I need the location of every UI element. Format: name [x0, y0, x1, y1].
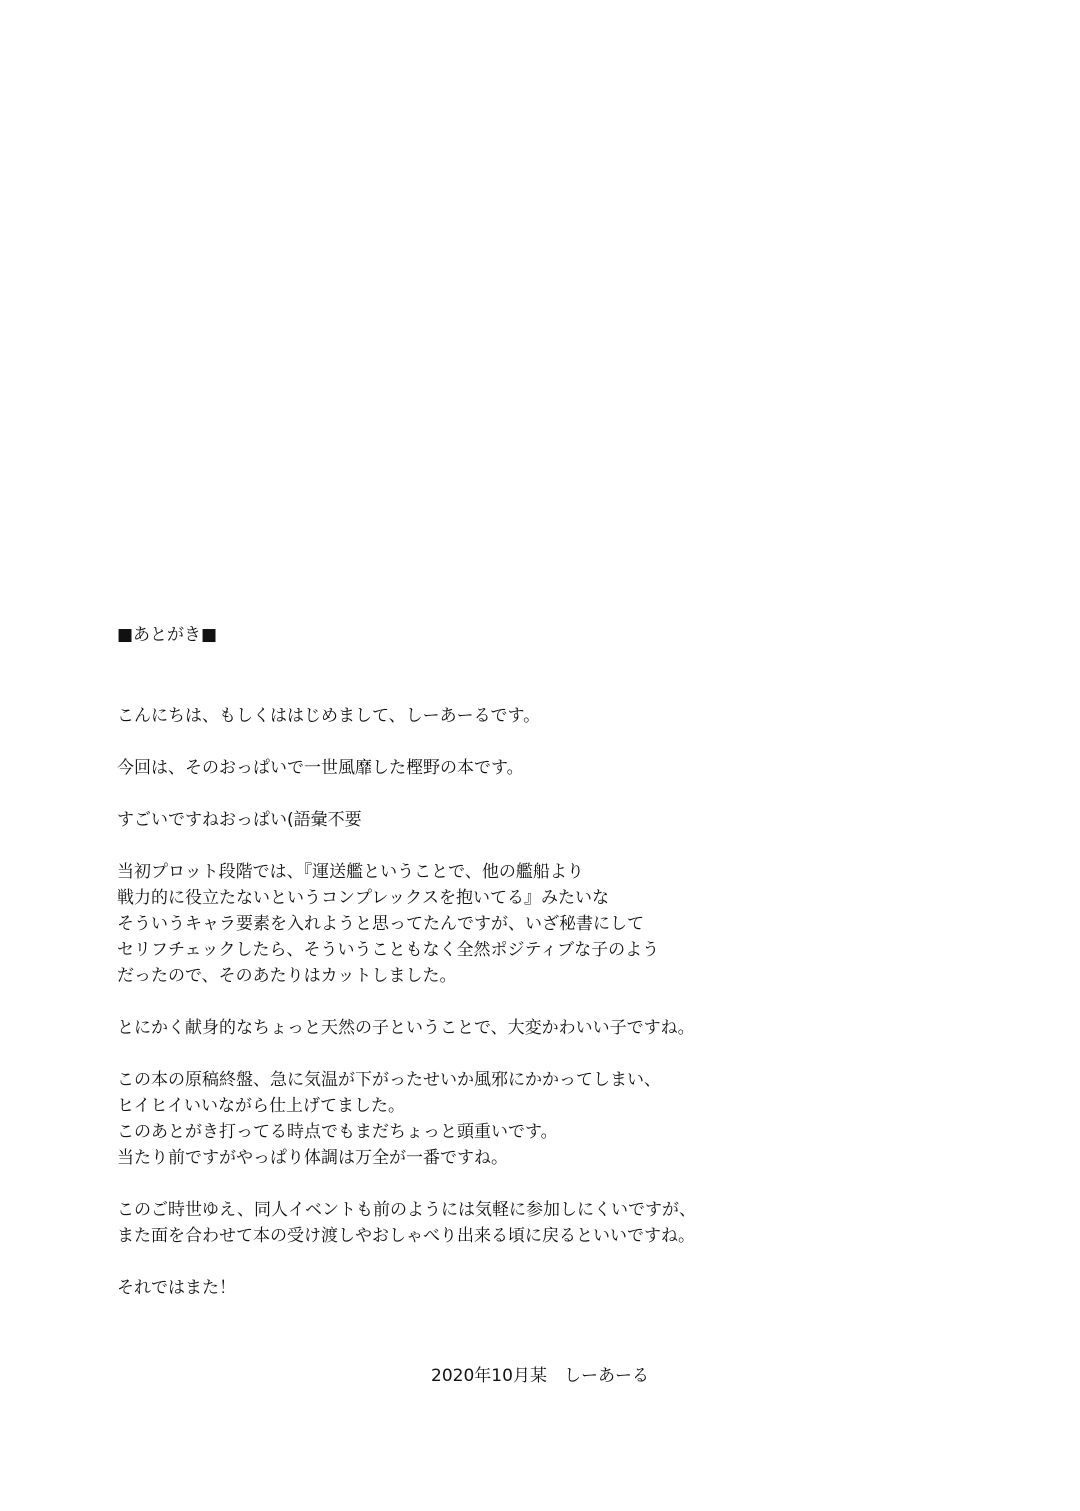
paragraph-intro — [117, 755, 997, 781]
text-line: 当初プロット段階では、『運送艦ということで、他の艦船より — [117, 862, 584, 882]
text-line: このあとがき打ってる時点でもまだちょっと頭重いです。 — [117, 1122, 558, 1142]
text-line: 戦力的に役立たないというコンプレックスを抱いてる』みたいな — [117, 888, 609, 908]
afterword-heading: ■あとがき■ — [117, 625, 218, 645]
signature-date: 2020年10月某 しーあーる — [431, 1366, 649, 1386]
text-line: このご時世ゆえ、同人イベントも前のようには気軽に参加しにくいですが、 — [117, 1200, 697, 1220]
paragraph-events — [117, 1197, 997, 1249]
text-line: とにかく献身的なちょっと天然の子ということで、大変かわいい子ですね。 — [117, 1018, 695, 1038]
text-line: すごいですねおっぱい(語彙不要 — [117, 810, 362, 830]
text-line: それではまた！ — [117, 1278, 236, 1298]
paragraph-health — [117, 1067, 997, 1171]
paragraph-character — [117, 1015, 997, 1041]
text-line: だったので、そのあたりはカットしました。 — [117, 966, 457, 986]
paragraph-comment — [117, 807, 997, 833]
afterword-section — [117, 622, 997, 1327]
text-line: また面を合わせて本の受け渡しやおしゃべり出来る頃に戻るといいですね。 — [117, 1226, 695, 1246]
text-line: この本の原稿終盤、急に気温が下がったせいか風邪にかかってしまい、 — [117, 1070, 661, 1090]
text-line: そういうキャラ要素を入れようと思ってたんですが、いざ秘書にして — [117, 914, 644, 934]
text-line: ヒイヒイいいながら仕上げてました。 — [117, 1096, 405, 1116]
paragraph-closing — [117, 1275, 997, 1301]
text-line: 今回は、そのおっぱいで一世風靡した樫野の本です。 — [117, 758, 524, 778]
text-line: セリフチェックしたら、そういうこともなく全然ポジティブな子のよう — [117, 940, 660, 960]
text-line: 当たり前ですがやっぱり体調は万全が一番ですね。 — [117, 1148, 508, 1168]
text-line: こんにちは、もしくははじめまして、しーあーるです。 — [117, 706, 541, 726]
paragraph-greeting — [117, 703, 997, 729]
paragraph-plot — [117, 859, 997, 989]
